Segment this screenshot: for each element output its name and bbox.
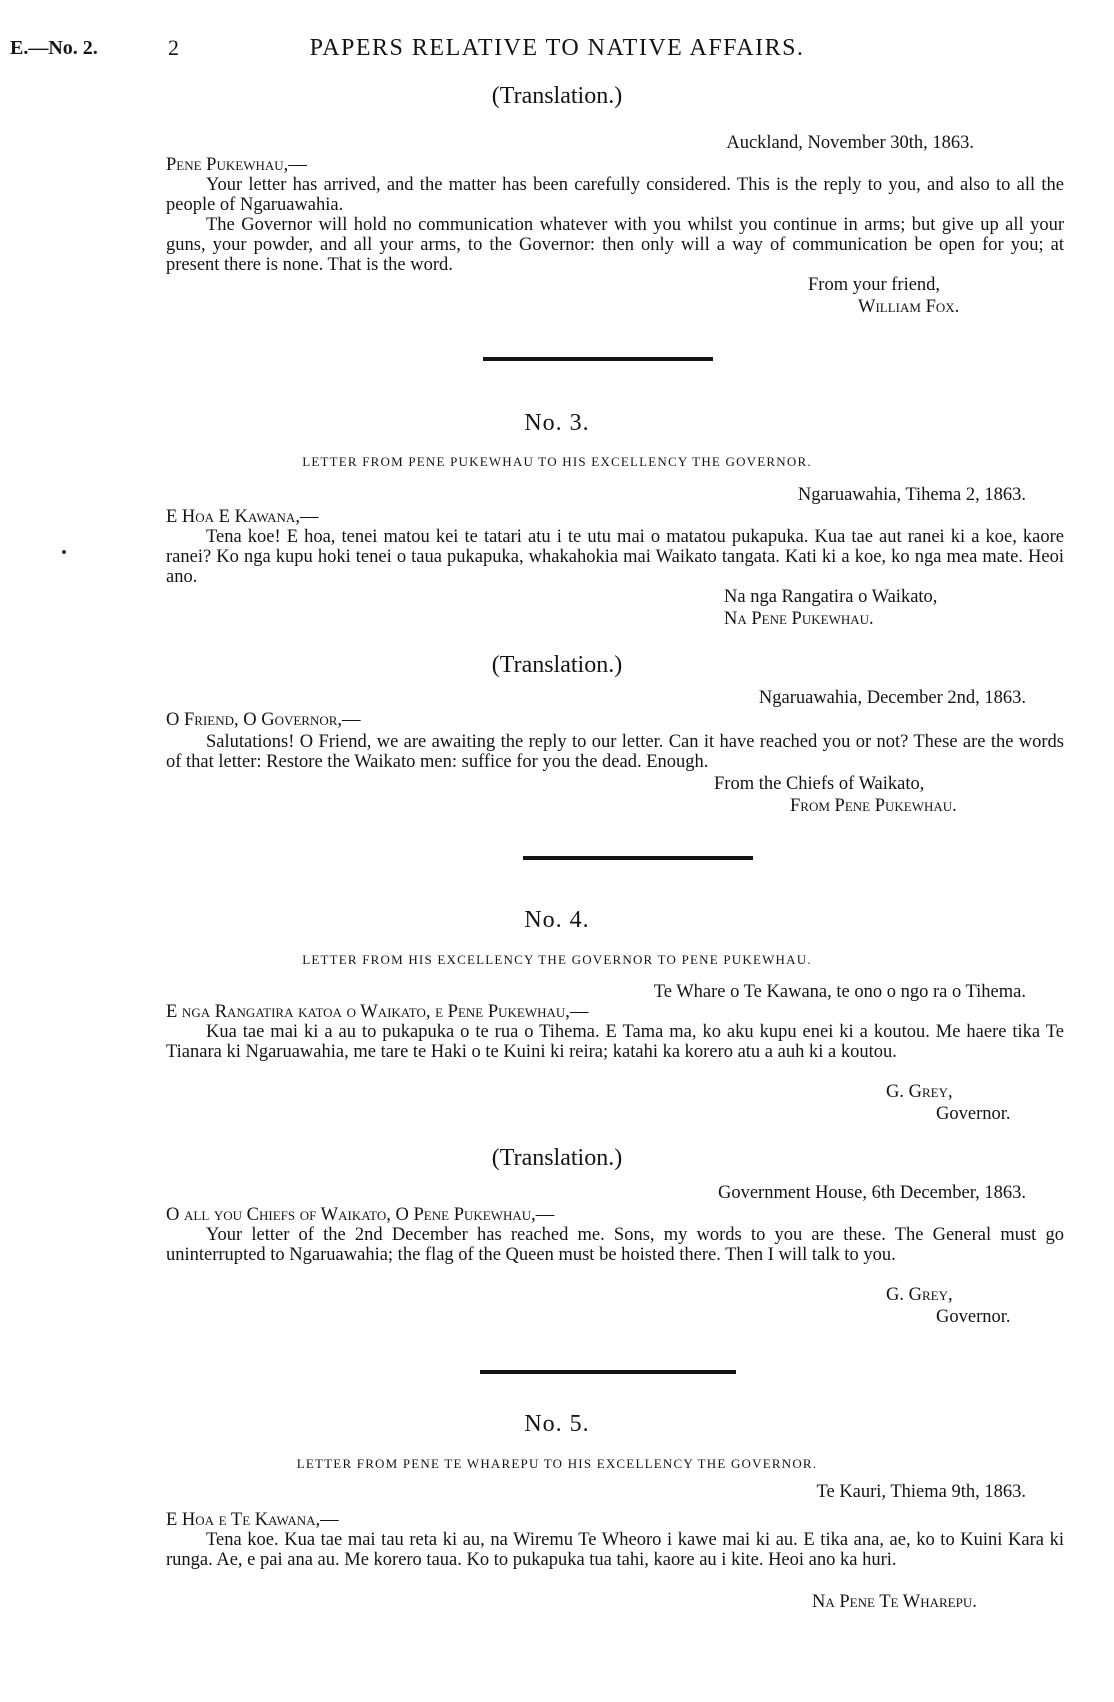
salutation: E Hoa E Kawana,—	[166, 507, 319, 527]
signature: From Pene Pukewhau.	[790, 796, 957, 816]
dateline: Te Kauri, Thiema 9th, 1863.	[816, 1482, 1026, 1502]
letter-title: LETTER FROM PENE PUKEWHAU TO HIS EXCELLENCY THE GOVERNOR.	[302, 454, 812, 469]
translation-heading: (Translation.)	[491, 83, 623, 109]
running-title: PAPERS RELATIVE TO NATIVE AFFAIRS.	[309, 35, 805, 61]
signature-line: Na nga Rangatira o Waikato,	[724, 587, 938, 607]
signature: William Fox.	[858, 297, 960, 317]
salutation: E nga Rangatira katoa o Waikato, e Pene Pukewhau,—	[166, 1002, 589, 1022]
salutation: O all you Chiefs of Waikato, O Pene Pukewhau,—	[166, 1205, 555, 1225]
letter-title: LETTER FROM HIS EXCELLENCY THE GOVERNOR TO PENE PUKEWHAU.	[302, 952, 812, 967]
letter-number: No. 4.	[524, 907, 590, 933]
dateline: Ngaruawahia, Tihema 2, 1863.	[797, 485, 1026, 505]
page-number: 2	[168, 35, 179, 60]
letter-number: No. 5.	[524, 1411, 590, 1437]
section-divider	[523, 856, 753, 860]
translation-heading: (Translation.)	[491, 1145, 623, 1171]
dateline: Te Whare o Te Kawana, te ono o ngo ra o Tihema.	[653, 982, 1026, 1002]
section-divider	[483, 357, 713, 361]
letter-paragraph: Salutations! O Friend, we are awaiting the reply to our letter. Can it have reached you or not? These are the words of that letter: Restore the Waikato men: suffice for you the dead. Enough.	[166, 732, 1064, 772]
running-head	[0, 35, 1114, 68]
signature: Na Pene Pukewhau.	[724, 609, 874, 629]
signature: G. Grey,	[886, 1285, 953, 1305]
signature-line: From the Chiefs of Waikato,	[714, 774, 925, 794]
letter-closing: From your friend,	[808, 275, 941, 295]
letter-paragraph: Your letter has arrived, and the matter has been carefully considered. This is the reply to you, and also to all the people of Ngaruawahia.	[166, 175, 1064, 215]
signature-title: Governor.	[936, 1307, 1011, 1327]
salutation: E Hoa e Te Kawana,—	[166, 1510, 339, 1530]
translation-heading: (Translation.)	[491, 652, 623, 678]
print-speck	[62, 550, 66, 554]
letter-paragraph: Kua tae mai ki a au to pukapuka o te rua o Tihema. E Tama ma, ko aku kupu enei ki a koutou. Me haere tika Te Tianara ki Ngaruawahia, me tare te Haki o te Kuini ki reira; katahi ka korero atu a auh ki a koutou.	[166, 1022, 1064, 1062]
document-reference: E.—No. 2.	[10, 37, 98, 59]
dateline: Auckland, November 30th, 1863.	[726, 133, 974, 153]
signature: Na Pene Te Wharepu.	[812, 1592, 977, 1612]
letter-title: LETTER FROM PENE TE WHAREPU TO HIS EXCELLENCY THE GOVERNOR.	[296, 1456, 818, 1471]
letter-paragraph: Tena koe! E hoa, tenei matou kei te tatari atu i te utu mai o matatou pukapuka. Kua tae aut ranei ki a koe, kaore ranei? Ko nga kupu hoki tenei o taua pukapuka, whakahokia mai Waikato tangata. Kati ki a koe, ko nga mea mate. Heoi ano.	[166, 527, 1064, 587]
signature: G. Grey,	[886, 1082, 953, 1102]
letter-paragraph: Your letter of the 2nd December has reached me. Sons, my words to you are these. The General must go uninterrupted to Ngaruawahia; the flag of the Queen must be hoisted there. Then I will talk to you.	[166, 1225, 1064, 1265]
letter-number: No. 3.	[524, 410, 590, 436]
signature-title: Governor.	[936, 1104, 1011, 1124]
salutation: Pene Pukewhau,—	[166, 155, 307, 175]
letter-paragraph: The Governor will hold no communication whatever with you whilst you continue in arms; but give up all your guns, your powder, and all your arms, to the Governor: then only will a way of communication be open for you; at present there is none. That is the word.	[166, 215, 1064, 275]
dateline: Government House, 6th December, 1863.	[717, 1183, 1026, 1203]
salutation: O Friend, O Governor,—	[166, 710, 361, 730]
section-divider	[480, 1370, 736, 1374]
dateline: Ngaruawahia, December 2nd, 1863.	[758, 688, 1026, 708]
letter-paragraph: Tena koe. Kua tae mai tau reta ki au, na Wiremu Te Wheoro i kawe mai ki au. E tika ana, ae, ko to Kuini Kara ki runga. Ae, e pai ana au. Me korero taua. Ko to pukapuka tua tahi, kaore au i kite. Heoi ano ka huri.	[166, 1530, 1064, 1570]
